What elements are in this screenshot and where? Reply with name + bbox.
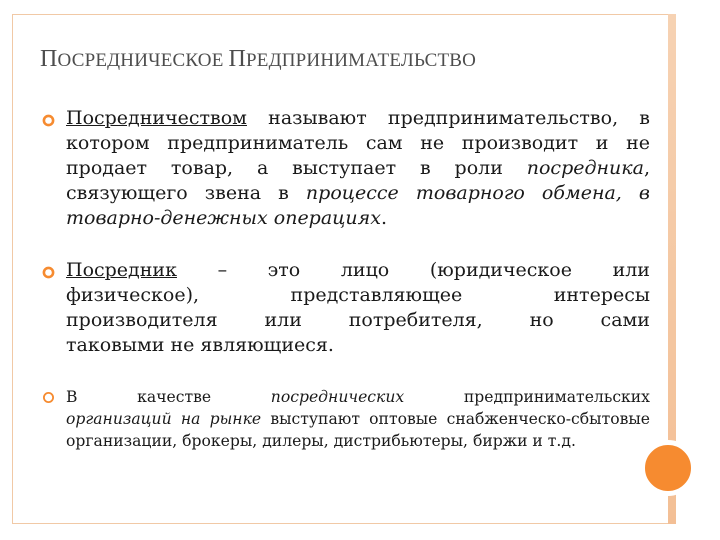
slide-title: ПОСРЕДНИЧЕСКОЕ ПРЕДПРИНИМАТЕЛЬСТВО <box>40 46 477 72</box>
bullet-item-intermediary <box>40 258 650 358</box>
bullet-item-mediation: Посредничеством называют предпринимательство, в котором предприниматель сам не производит и не продает товар, а выступает в роли посредника, связующего звена в процессе товарного обмена, в товарно-денежных операциях. <box>40 106 650 231</box>
definition-line-3: производителя или потребителя, но сами <box>66 309 650 331</box>
organizations-line-1: В качестве посреднических предпринимательских <box>66 388 650 406</box>
definition-line-1: Посредник – это лицо (юридическое или <box>66 259 650 281</box>
definition-line-4: таковыми не являющиеся. <box>66 334 334 356</box>
hollow-circle-bullet-icon <box>42 266 55 279</box>
term-intermediary: Посредник <box>66 259 177 281</box>
definition-line-2: физическое), представляющее интересы <box>66 284 650 306</box>
slide-content <box>40 106 650 452</box>
hollow-circle-bullet-icon <box>42 114 55 127</box>
hollow-circle-bullet-icon <box>42 391 55 404</box>
bullet-item-organizations <box>40 386 650 452</box>
term-mediation: Посредничеством <box>66 107 247 129</box>
organizations-text: организаций на рынке выступают оптовые снабженческо-сбытовые организации, брокеры, дилеры, дистрибьютеры, биржи и т.д. <box>66 410 651 450</box>
